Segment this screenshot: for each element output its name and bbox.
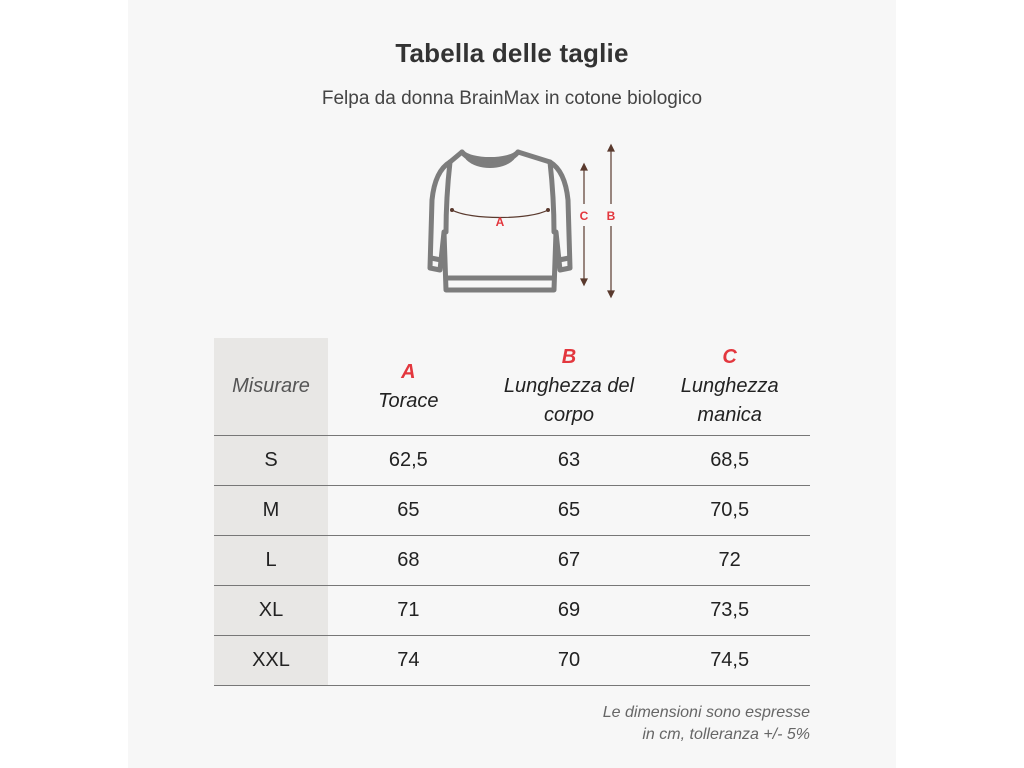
column-name-sleeve-length-line2: manica <box>697 404 762 426</box>
size-cell: S <box>214 436 328 486</box>
sleeve-length-cell: 68,5 <box>649 436 810 486</box>
body-length-cell: 63 <box>489 436 650 486</box>
column-header-body-length <box>489 338 650 436</box>
chest-cell: 71 <box>328 586 489 636</box>
tolerance-note <box>510 702 810 746</box>
table-row <box>214 536 810 586</box>
measure-header: Misurare <box>214 338 328 436</box>
tolerance-note-line1: Le dimensioni sono espresse <box>602 704 810 721</box>
column-name-sleeve-length-line1: Lunghezza <box>680 375 779 397</box>
label-b: B <box>606 209 616 223</box>
chest-cell: 68 <box>328 536 489 586</box>
column-name-body-length-line1: Lunghezza del <box>503 375 635 397</box>
column-name-body-length-line2: corpo <box>543 404 594 426</box>
body-length-cell: 70 <box>489 636 650 686</box>
column-header-sleeve-length <box>649 338 810 436</box>
tolerance-note-line2: in cm, tolleranza +/- 5% <box>642 726 810 743</box>
label-a: A <box>495 215 505 229</box>
column-header-chest <box>328 338 489 436</box>
page-title: Tabella delle taglie <box>395 38 629 68</box>
column-letter-b: B <box>561 346 577 368</box>
column-letter-c: C <box>722 346 737 368</box>
table-header-row <box>214 338 810 436</box>
column-name-chest: Torace <box>378 389 439 412</box>
sleeve-measure-arrow <box>581 164 587 285</box>
size-table <box>214 338 810 686</box>
body-length-cell: 69 <box>489 586 650 636</box>
chest-cell: 65 <box>328 486 489 536</box>
body-length-cell: 67 <box>489 536 650 586</box>
size-chart-panel <box>128 0 896 768</box>
table-row <box>214 636 810 686</box>
sleeve-length-cell: 73,5 <box>649 586 810 636</box>
label-c: C <box>579 209 589 223</box>
table-row <box>214 486 810 536</box>
body-length-cell: 65 <box>489 486 650 536</box>
column-letter-a: A <box>401 360 416 383</box>
sweatshirt-diagram <box>400 140 630 310</box>
size-cell: M <box>214 486 328 536</box>
table-row <box>214 436 810 486</box>
sleeve-length-cell: 74,5 <box>649 636 810 686</box>
sleeve-length-cell: 70,5 <box>649 486 810 536</box>
chest-cell: 62,5 <box>328 436 489 486</box>
sleeve-length-cell: 72 <box>649 536 810 586</box>
page-subtitle: Felpa da donna BrainMax in cotone biologico <box>321 88 703 109</box>
size-cell: XXL <box>214 636 328 686</box>
size-cell: L <box>214 536 328 586</box>
chest-cell: 74 <box>328 636 489 686</box>
size-cell: XL <box>214 586 328 636</box>
table-row <box>214 586 810 636</box>
